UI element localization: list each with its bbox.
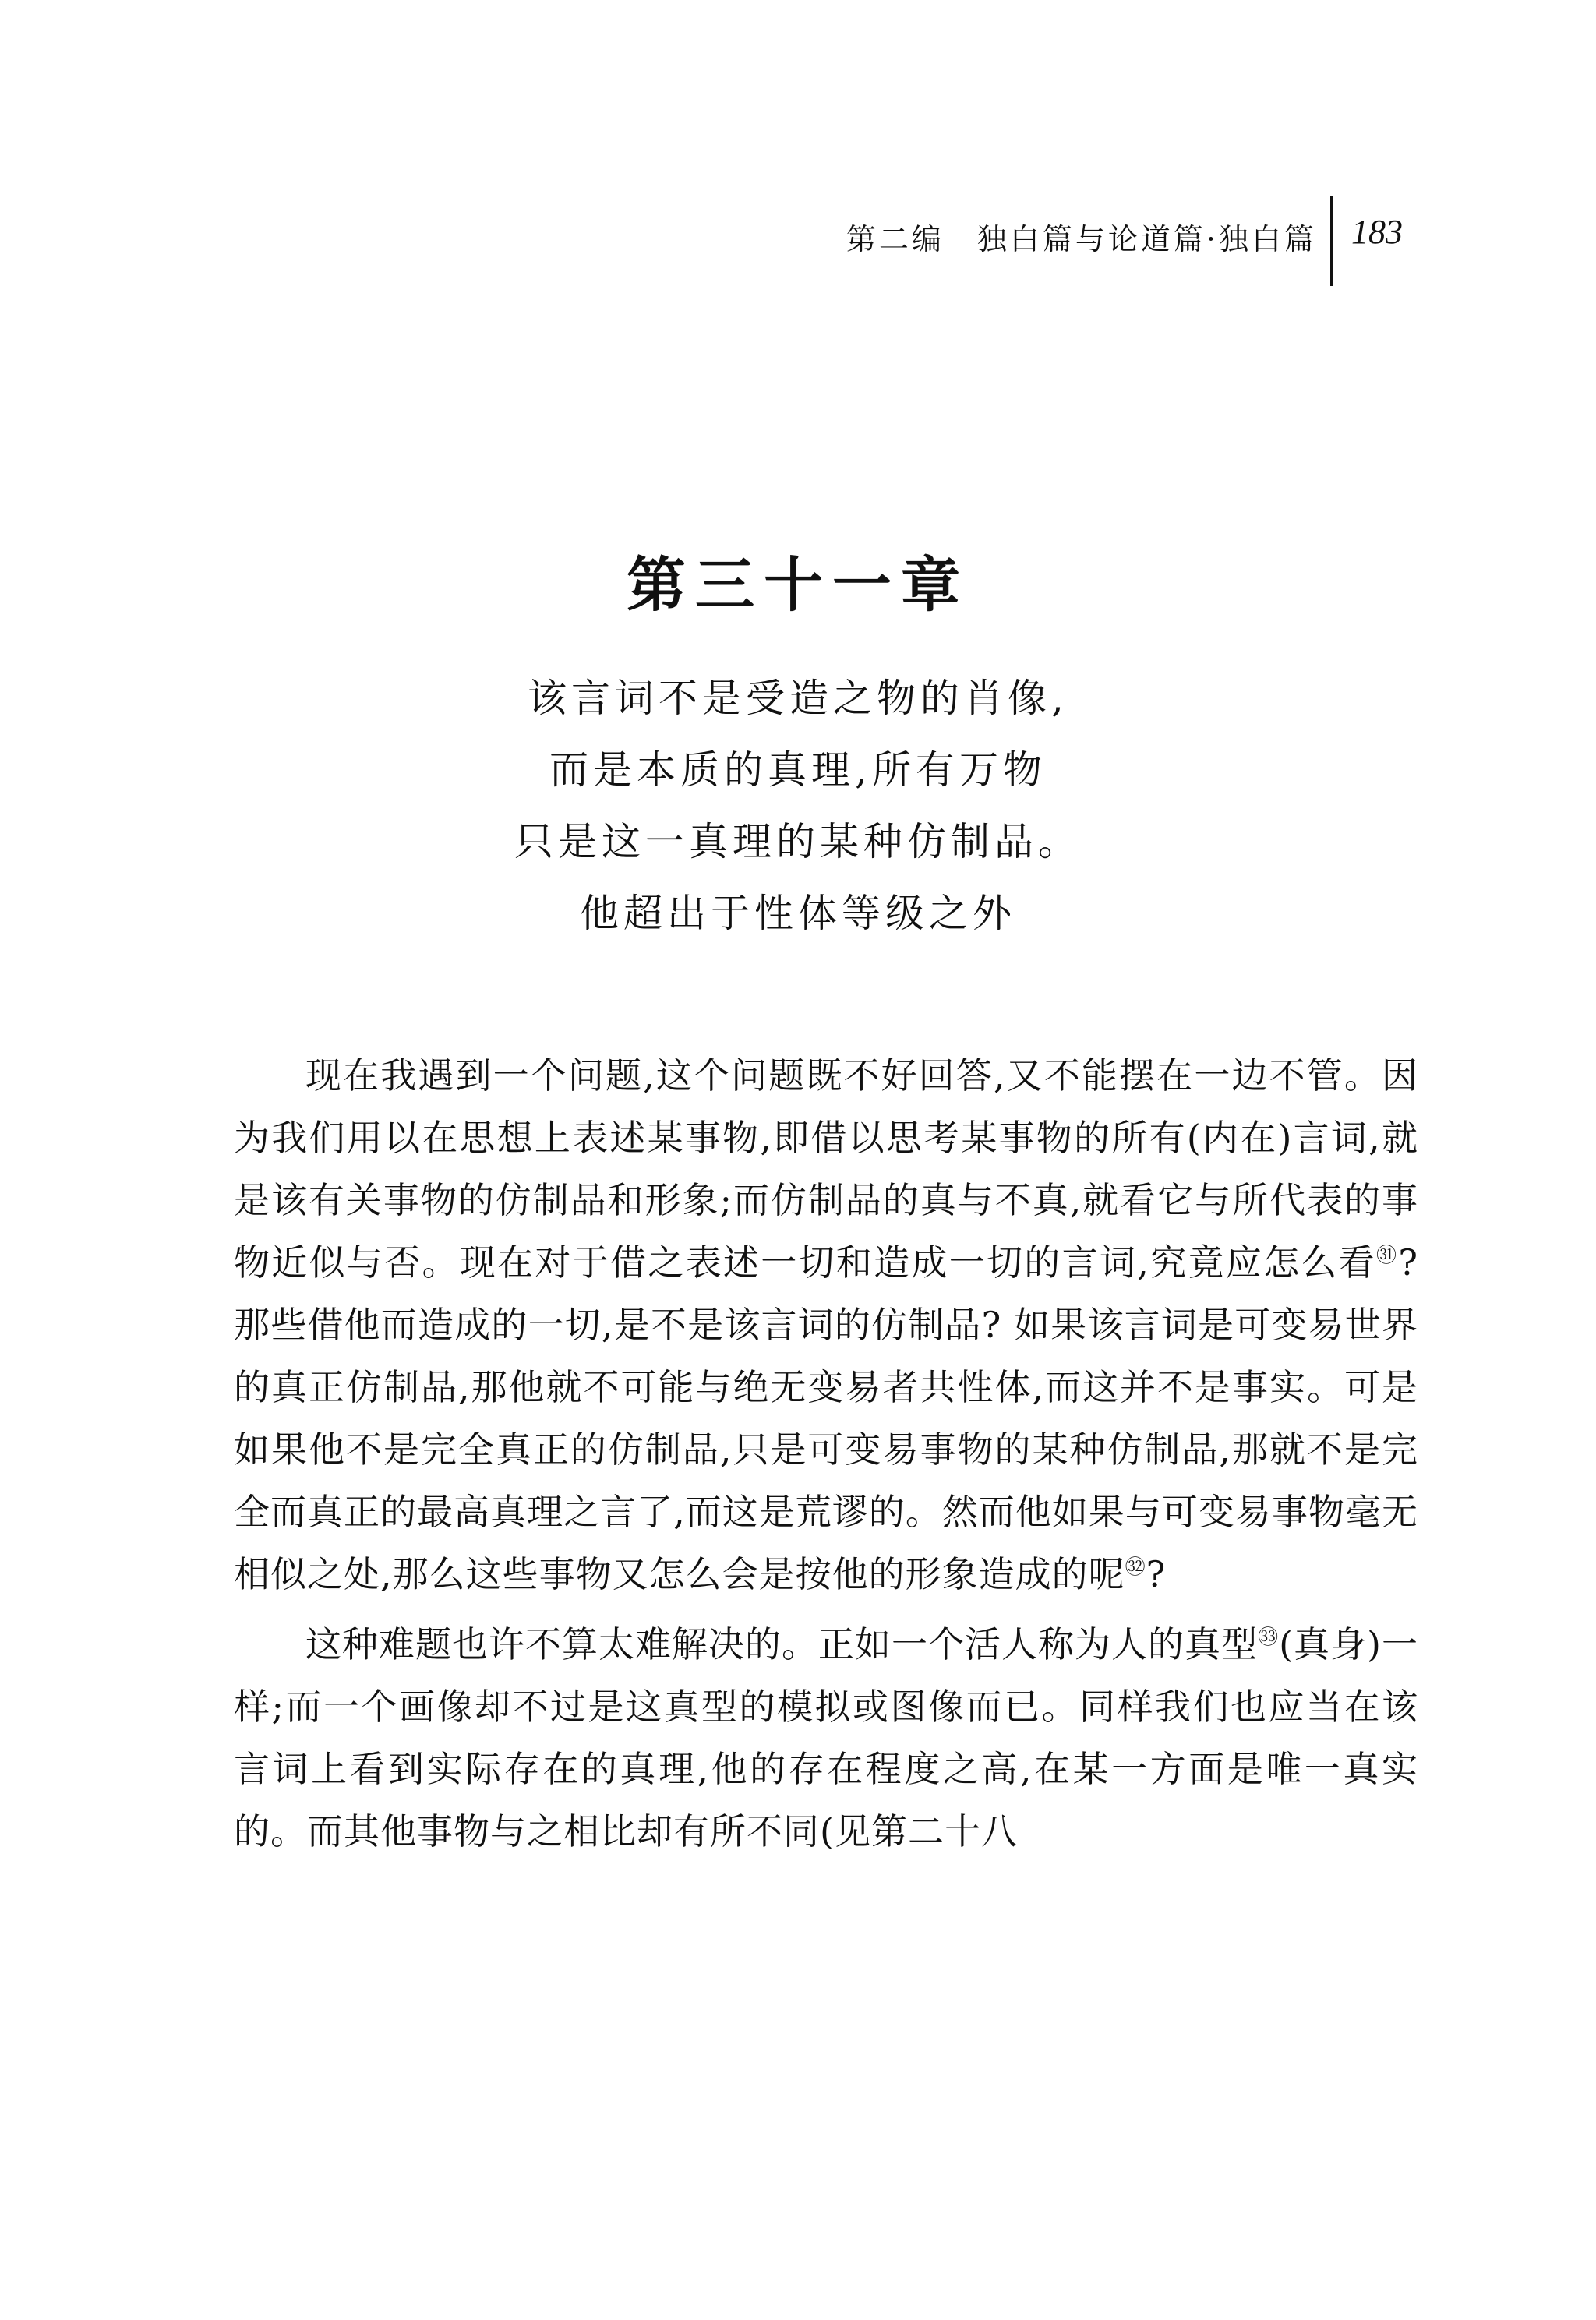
footnote-marker[interactable]: ㉛ <box>1376 1244 1399 1268</box>
subtitle-line: 他超出于性体等级之外 <box>580 891 1016 936</box>
page-number: 183 <box>1351 213 1403 251</box>
footnote-marker[interactable]: ㉝ <box>1258 1626 1280 1650</box>
subtitle-line: 而是本质的真理,所有万物 <box>549 747 1047 793</box>
chapter-subtitle <box>0 662 1596 949</box>
paragraph <box>234 1044 1418 1605</box>
paragraph-text: (真身)一样;而一个画像却不过是这真型的模拟或图像而已。同样我们也应当在该言词上看到实际存在的真理,他的存在程度之高,在某一方面是唯一真实的。而其他事物与之相比却有所不同(见第二十八 <box>234 1623 1418 1852</box>
chapter-title: 第三十一章 <box>627 550 969 620</box>
running-header <box>764 210 1403 284</box>
running-header-section: 第二编 独白篇与论道篇·独白篇 <box>846 222 1317 256</box>
subtitle-line: 该言词不是受造之物的肖像, <box>528 676 1068 721</box>
header-divider <box>1330 196 1333 286</box>
footnote-marker[interactable]: ㉜ <box>1125 1555 1146 1580</box>
paragraph-text: 这种难题也许不算太难解决的。正如一个活人称为人的真型 <box>305 1623 1259 1665</box>
subtitle-line: 只是这一真理的某种仿制品。 <box>514 819 1082 864</box>
paragraph-text: ? <box>1146 1553 1167 1595</box>
body-text <box>234 1044 1418 1870</box>
paragraph-text: 现在我遇到一个问题,这个问题既不好回答,又不能摆在一边不管。因为我们用以在思想上表述某事物,即借以思考某事物的所有(内在)言词,就是该有关事物的仿制品和形象;而仿制品的真与不真,就看它与所代表的事物近似与否。现在对于借之表述一切和造成一切的言词,究竟应怎么看 <box>234 1054 1418 1284</box>
paragraph <box>234 1613 1418 1863</box>
paragraph-text: ? 那些借他而造成的一切,是不是该言词的仿制品? 如果该言词是可变易世界的真正仿制品,那他就不可能与绝无变易者共性体,而这并不是事实。可是如果他不是完全真正的仿制品,只是可变易事物的某种仿制品,那就不是完全而真正的最高真理之言了,而这是荒谬的。然而他如果与可变易事物毫无相似之处,那么这些事物又怎么会是按他的形象造成的呢 <box>234 1241 1418 1595</box>
